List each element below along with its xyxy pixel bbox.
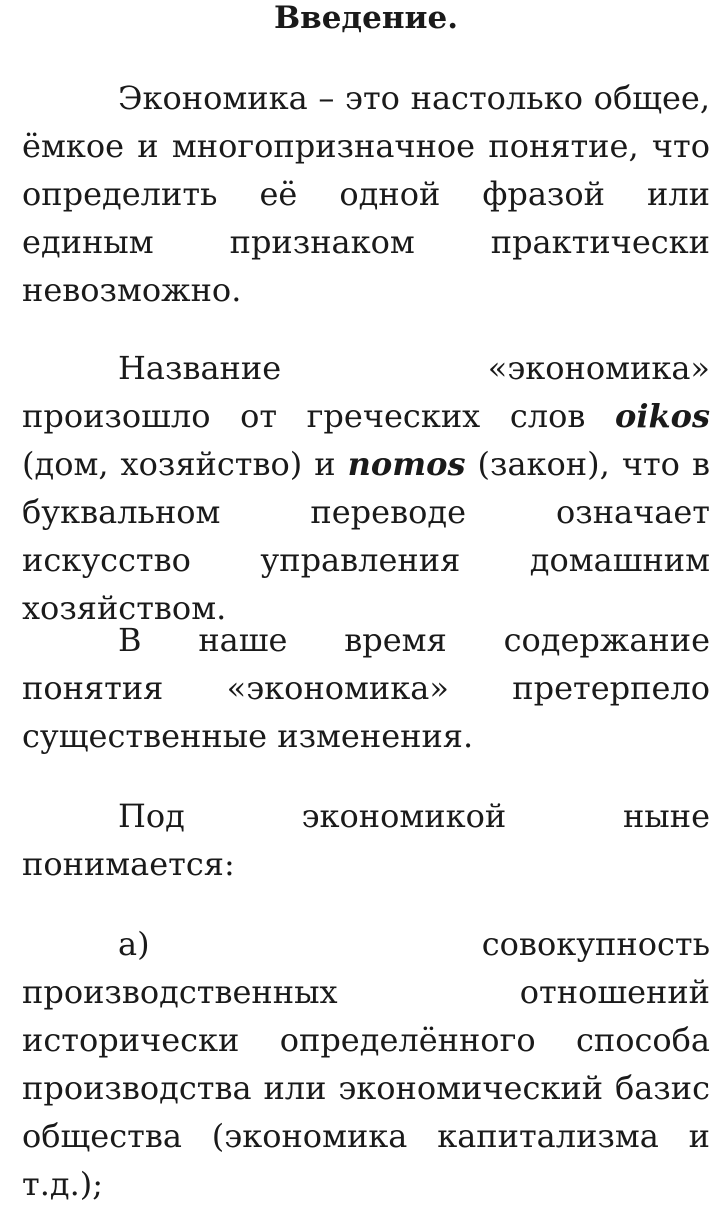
paragraph-etymology [22, 344, 710, 632]
term-oikos: oikos [614, 397, 710, 435]
paragraph-understood-as: Под экономикой ныне понимается: [22, 797, 710, 883]
paragraph-modern-meaning: В наше время содержание понятия «экономика» претерпело существенные изменения. [22, 621, 710, 755]
title-container [22, 0, 710, 36]
term-nomos: nomos [347, 445, 466, 483]
paragraph-item-a: а) совокупность производственных отношений исторически определённого способа производства или экономический базис общества (экономика капитализма и т.д.); [22, 925, 710, 1203]
paragraph-economy-definition: Экономика – это настолько общее, ёмкое и многопризначное понятие, что определить её одной фразой или единым признаком практически невозможно. [22, 79, 710, 309]
etymology-text-start: Название «экономика» произошло от греческих слов [22, 349, 710, 435]
etymology-text-middle: (дом, хозяйство) и [22, 445, 348, 483]
etymology-text-end: (закон), что в буквальном переводе означает искусство управления домашним хозяйством. [22, 445, 711, 627]
document-title: Введение. [273, 0, 459, 36]
